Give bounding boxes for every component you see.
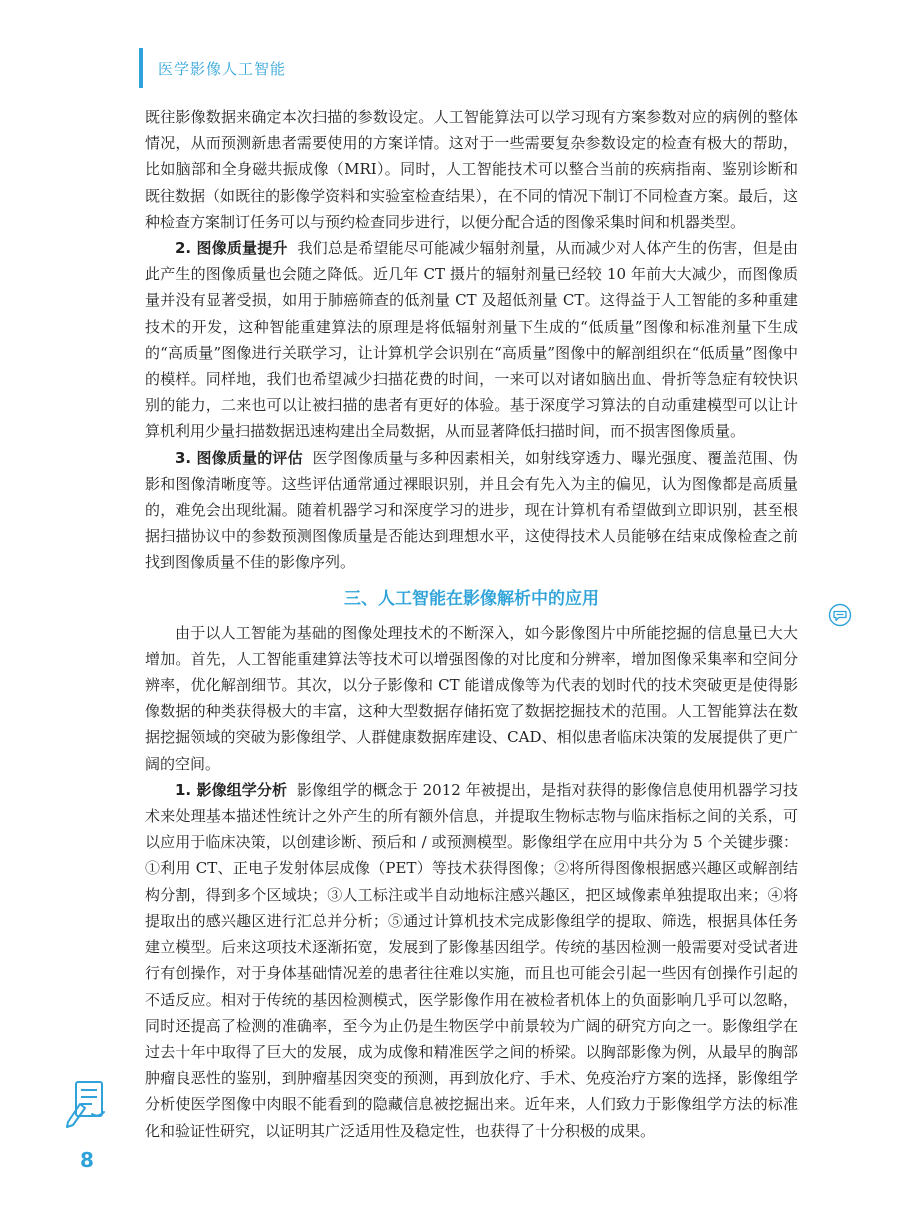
- paragraph-text: 医学图像质量与多种因素相关，如射线穿透力、曝光强度、覆盖范围、伪影和图像清晰度等。这些评估通常通过裸眼识别，并且会有先入为主的偏见，认为图像都是高质量的，难免会出现纰漏。随着机器学习和深度学习的进步，现在计算机有希望做到立即识别，甚至根据扫描协议中的参数预测图像质量是否能达到理想水平，这使得技术人员能够在结束成像检查之前找到图像质量不佳的影像序列。: [145, 448, 798, 572]
- paragraph-text: 影像组学的概念于 2012 年被提出，是指对获得的影像信息使用机器学习技术来处理基本描述性统计之外产生的所有额外信息，并提取生物标志物与临床指标之间的关系，可以应用于临床决策，以创建诊断、预后和 / 或预测模型。影像组学在应用中共分为 5 个关键步骤：①利用 CT、正电子发射体层成像（PET）等技术获得图像；②将所得图像根据感兴趣区或解剖结构分割，得到多个区域块；③人工标注或半自动地标注感兴趣区，把区域像素单独提取出来；④将提取出的感兴趣区进行汇总并分析；⑤通过计算机技术完成影像组学的提取、筛选，根据具体任务建立模型。后来这项技术逐渐拓宽，发展到了影像基因组学。传统的基因检测一般需要对受试者进行有创操作，对于身体基础情况差的患者往往难以实施，而且也可能会引起一些因有创操作引起的不适反应。相对于传统的基因检测模式，医学影像作用在被检者机体上的负面影响几乎可以忽略，同时还提高了检测的准确率，至今为止仍是生物医学中前景较为广阔的研究方向之一。影像组学在过去十年中取得了巨大的发展，成为成像和精准医学之间的桥梁。以胸部影像为例，从最早的胸部肿瘤良恶性的鉴别，到肿瘤基因突变的预测，再到放化疗、手术、免疫治疗方案的选择，影像组学分析使医学图像中肉眼不能看到的隐藏信息被挖掘出来。近年来，人们致力于影像组学方法的标准化和验证性研究，以证明其广泛适用性及稳定性，也获得了十分积极的成果。: [145, 780, 798, 1140]
- notes-pen-icon: [64, 1078, 110, 1128]
- header-accent-bar: [139, 48, 143, 88]
- paragraph-image-quality-improvement: [145, 235, 798, 445]
- section-heading: 三、人工智能在影像解析中的应用: [344, 588, 599, 609]
- paragraph-continuation: 既往影像数据来确定本次扫描的参数设定。人工智能算法可以学习现有方案参数对应的病例的整体情况，从而预测新患者需要使用的方案详情。这对于一些需要复杂参数设定的检查有极大的帮助，比如脑部和全身磁共振成像（MRI）。同时，人工智能技术可以整合当前的疾病指南、鉴别诊断和既往数据（如既往的影像学资料和实验室检查结果），在不同的情况下制订不同检查方案。最后，这种检查方案制订任务可以与预约检查同步进行，以便分配合适的图像采集时间和机器类型。: [145, 108, 798, 231]
- subheading-radiomics: 1. 影像组学分析: [175, 780, 288, 799]
- paragraph-image-quality-evaluation: [145, 445, 798, 576]
- subheading-image-quality-improvement: 2. 图像质量提升: [175, 239, 288, 258]
- running-header-title: 医学影像人工智能: [158, 60, 287, 78]
- paragraph-intro: 由于以人工智能为基础的图像处理技术的不断深入，如今影像图片中所能挖掘的信息量已大大增加。首先，人工智能重建算法等技术可以增强图像的对比度和分辨率，增加图像采集率和空间分辨率，优化解剖细节。其次，以分子影像和 CT 能谱成像等为代表的划时代的技术突破更是使得影像数据的种类获得极大的丰富，这种大型数据存储拓宽了数据挖掘技术的范围。人工智能算法在数据挖掘领域的突破为影像组学、人群健康数据库建设、CAD、相似患者临床决策的发展提供了更广阔的空间。: [145, 623, 798, 773]
- subheading-image-quality-evaluation: 3. 图像质量的评估: [175, 448, 303, 467]
- paragraph-radiomics: [145, 777, 798, 1144]
- page-number: 8: [80, 1148, 94, 1172]
- paragraph-text: 我们总是希望能尽可能减少辐射剂量，从而减少对人体产生的伤害，但是由此产生的图像质量也会随之降低。近几年 CT 摄片的辐射剂量已经较 10 年前大大减少，而图像质量并没有显著受损，如用于肺癌筛查的低剂量 CT 及超低剂量 CT。这得益于人工智能的多种重建技术的开发，这种智能重建算法的原理是将低辐射剂量下生成的“低质量”图像和标准剂量下生成的“高质量”图像进行关联学习，让计算机学会识别在“高质量”图像中的解剖组织在“低质量”图像中的模样。同样地，我们也希望减少扫描花费的时间，一来可以对诸如脑出血、骨折等急症有较快识别的能力，二来也可以让被扫描的患者有更好的体验。基于深度学习算法的自动重建模型可以让计算机利用少量扫描数据迅速构建出全局数据，从而显著降低扫描时间，而不损害图像质量。: [145, 239, 798, 441]
- page-body: [145, 104, 798, 1144]
- chat-bubble-icon: [828, 603, 852, 627]
